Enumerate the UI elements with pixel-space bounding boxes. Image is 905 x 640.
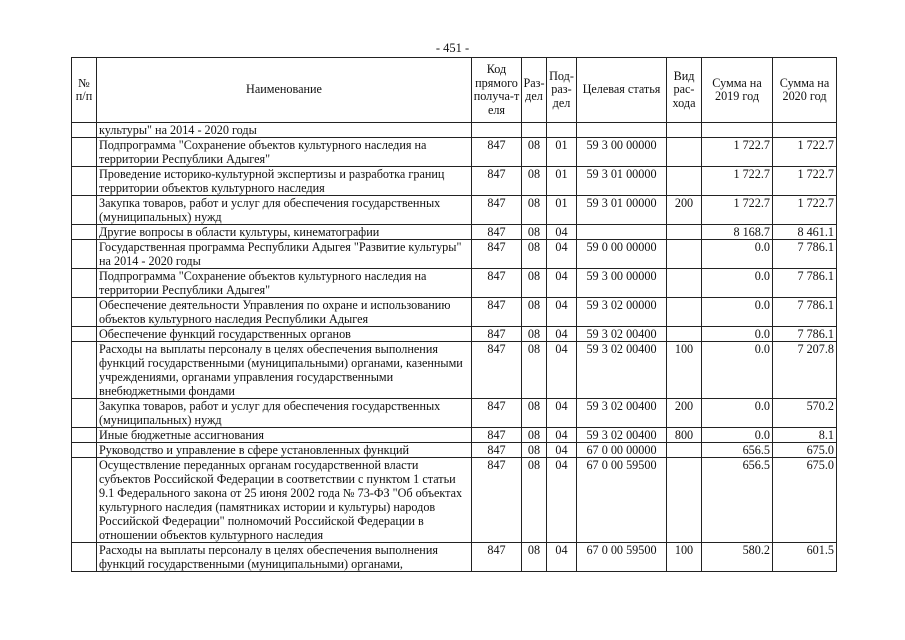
cell-subsection [547,123,577,138]
cell-section: 08 [522,225,547,240]
cell-target [577,123,667,138]
table-row [72,543,837,572]
cell-sum-2020: 1 722.7 [773,138,837,167]
cell-num [72,428,97,443]
cell-sum-2019: 656.5 [702,458,773,543]
cell-code: 847 [472,543,522,572]
cell-sum-2020: 7 786.1 [773,298,837,327]
cell-sum-2019: 580.2 [702,543,773,572]
table-row [72,298,837,327]
cell-section: 08 [522,342,547,399]
cell-sum-2019: 1 722.7 [702,138,773,167]
budget-table [71,57,837,572]
cell-target: 59 3 02 00400 [577,428,667,443]
cell-sum-2019: 0.0 [702,428,773,443]
cell-code: 847 [472,240,522,269]
cell-subsection: 04 [547,458,577,543]
cell-target: 59 3 01 00000 [577,196,667,225]
cell-target: 59 3 02 00400 [577,327,667,342]
cell-subsection: 01 [547,167,577,196]
table-row [72,458,837,543]
cell-sum-2020: 7 786.1 [773,269,837,298]
cell-code [472,123,522,138]
cell-target: 67 0 00 00000 [577,443,667,458]
table-row [72,399,837,428]
table-row [72,240,837,269]
cell-section: 08 [522,428,547,443]
cell-name: Закупка товаров, работ и услуг для обеспечения государственных (муниципальных) нужд [97,399,472,428]
cell-sum-2019: 0.0 [702,240,773,269]
cell-sum-2020: 570.2 [773,399,837,428]
table-row [72,196,837,225]
cell-expense-type [667,298,702,327]
table-row [72,123,837,138]
cell-sum-2019 [702,123,773,138]
table-header-row [72,58,837,123]
cell-subsection: 04 [547,342,577,399]
cell-num [72,123,97,138]
cell-target: 59 3 02 00400 [577,342,667,399]
cell-target: 59 3 00 00000 [577,138,667,167]
cell-expense-type [667,225,702,240]
cell-expense-type [667,269,702,298]
cell-target: 67 0 00 59500 [577,543,667,572]
cell-subsection: 04 [547,543,577,572]
cell-expense-type [667,327,702,342]
header-expense-type: Вид рас-хода [667,58,702,123]
cell-expense-type: 100 [667,342,702,399]
cell-name: Расходы на выплаты персоналу в целях обеспечения выполнения функций государственными (муниципальными) органами, казенными учреждениями, органами управления государственными внебюджетными фондами [97,342,472,399]
cell-expense-type: 800 [667,428,702,443]
cell-expense-type: 200 [667,399,702,428]
cell-code: 847 [472,298,522,327]
cell-num [72,443,97,458]
cell-section: 08 [522,196,547,225]
cell-expense-type [667,458,702,543]
cell-name: Подпрограмма "Сохранение объектов культурного наследия на территории Республики Адыгея" [97,138,472,167]
cell-name: культуры" на 2014 - 2020 годы [97,123,472,138]
table-row [72,327,837,342]
cell-sum-2019: 0.0 [702,327,773,342]
header-code: Код прямого получа-т еля [472,58,522,123]
cell-section: 08 [522,138,547,167]
cell-sum-2019: 0.0 [702,399,773,428]
cell-name: Расходы на выплаты персоналу в целях обеспечения выполнения функций государственными (муниципальными) органами, [97,543,472,572]
cell-sum-2020: 7 786.1 [773,327,837,342]
cell-subsection: 04 [547,399,577,428]
cell-num [72,196,97,225]
cell-subsection: 01 [547,138,577,167]
table-row [72,428,837,443]
cell-subsection: 04 [547,428,577,443]
cell-sum-2019: 0.0 [702,269,773,298]
cell-sum-2020: 675.0 [773,458,837,543]
cell-expense-type [667,443,702,458]
cell-section: 08 [522,269,547,298]
cell-subsection: 01 [547,196,577,225]
cell-num [72,458,97,543]
cell-section: 08 [522,543,547,572]
header-name: Наименование [97,58,472,123]
cell-section: 08 [522,298,547,327]
cell-subsection: 04 [547,225,577,240]
cell-code: 847 [472,443,522,458]
cell-subsection: 04 [547,327,577,342]
table-row [72,225,837,240]
cell-name: Обеспечение функций государственных органов [97,327,472,342]
cell-name: Обеспечение деятельности Управления по охране и использованию объектов культурного наследия Республики Адыгея [97,298,472,327]
cell-subsection: 04 [547,269,577,298]
table-row [72,269,837,298]
header-sum-2020: Сумма на 2020 год [773,58,837,123]
cell-section: 08 [522,399,547,428]
cell-sum-2020: 601.5 [773,543,837,572]
table-row [72,443,837,458]
cell-num [72,342,97,399]
cell-code: 847 [472,327,522,342]
cell-section: 08 [522,167,547,196]
cell-num [72,269,97,298]
cell-code: 847 [472,167,522,196]
cell-name: Другие вопросы в области культуры, кинематографии [97,225,472,240]
table-row [72,167,837,196]
cell-sum-2020 [773,123,837,138]
cell-name: Руководство и управление в сфере установленных функций [97,443,472,458]
cell-code: 847 [472,458,522,543]
cell-target: 59 3 00 00000 [577,269,667,298]
cell-section [522,123,547,138]
cell-sum-2019: 1 722.7 [702,196,773,225]
cell-num [72,399,97,428]
cell-sum-2019: 0.0 [702,298,773,327]
cell-code: 847 [472,196,522,225]
cell-subsection: 04 [547,443,577,458]
cell-expense-type [667,138,702,167]
cell-sum-2020: 7 786.1 [773,240,837,269]
cell-expense-type [667,123,702,138]
cell-num [72,167,97,196]
cell-target: 59 0 00 00000 [577,240,667,269]
cell-code: 847 [472,428,522,443]
cell-sum-2020: 8 461.1 [773,225,837,240]
header-target: Целевая статья [577,58,667,123]
cell-expense-type: 200 [667,196,702,225]
header-num: № п/п [72,58,97,123]
header-section: Раз-дел [522,58,547,123]
cell-name: Осуществление переданных органам государственной власти субъектов Российской Федерации в соответствии с пунктом 1 статьи 9.1 Федерального закона от 25 июня 2002 года № 73-ФЗ "Об объектах культурного наследия (памятниках истории и культуры) народов Российской Федерации" полномочий Российской Федерации в отношении объектов культурного наследия [97,458,472,543]
cell-sum-2019: 656.5 [702,443,773,458]
cell-name: Закупка товаров, работ и услуг для обеспечения государственных (муниципальных) нужд [97,196,472,225]
cell-sum-2020: 8.1 [773,428,837,443]
table-row [72,138,837,167]
cell-sum-2019: 8 168.7 [702,225,773,240]
cell-expense-type: 100 [667,543,702,572]
cell-code: 847 [472,269,522,298]
cell-section: 08 [522,458,547,543]
cell-section: 08 [522,327,547,342]
cell-name: Подпрограмма "Сохранение объектов культурного наследия на территории Республики Адыгея" [97,269,472,298]
cell-sum-2019: 1 722.7 [702,167,773,196]
cell-code: 847 [472,399,522,428]
cell-target: 59 3 01 00000 [577,167,667,196]
page-number: - 451 - [435,41,470,55]
cell-target: 59 3 02 00000 [577,298,667,327]
cell-code: 847 [472,138,522,167]
cell-sum-2020: 1 722.7 [773,167,837,196]
cell-num [72,543,97,572]
cell-sum-2020: 675.0 [773,443,837,458]
cell-subsection: 04 [547,298,577,327]
cell-sum-2019: 0.0 [702,342,773,399]
cell-num [72,225,97,240]
cell-code: 847 [472,225,522,240]
cell-target: 59 3 02 00400 [577,399,667,428]
header-subsection: Под-раз-дел [547,58,577,123]
cell-sum-2020: 1 722.7 [773,196,837,225]
cell-section: 08 [522,240,547,269]
cell-code: 847 [472,342,522,399]
cell-num [72,240,97,269]
cell-expense-type [667,167,702,196]
cell-name: Иные бюджетные ассигнования [97,428,472,443]
header-sum-2019: Сумма на 2019 год [702,58,773,123]
cell-subsection: 04 [547,240,577,269]
table-row [72,342,837,399]
cell-expense-type [667,240,702,269]
cell-sum-2020: 7 207.8 [773,342,837,399]
cell-target: 67 0 00 59500 [577,458,667,543]
cell-section: 08 [522,443,547,458]
cell-num [72,138,97,167]
cell-num [72,298,97,327]
cell-num [72,327,97,342]
cell-target [577,225,667,240]
cell-name: Государственная программа Республики Адыгея "Развитие культуры" на 2014 - 2020 годы [97,240,472,269]
cell-name: Проведение историко-культурной экспертизы и разработка границ территории объектов культурного наследия [97,167,472,196]
